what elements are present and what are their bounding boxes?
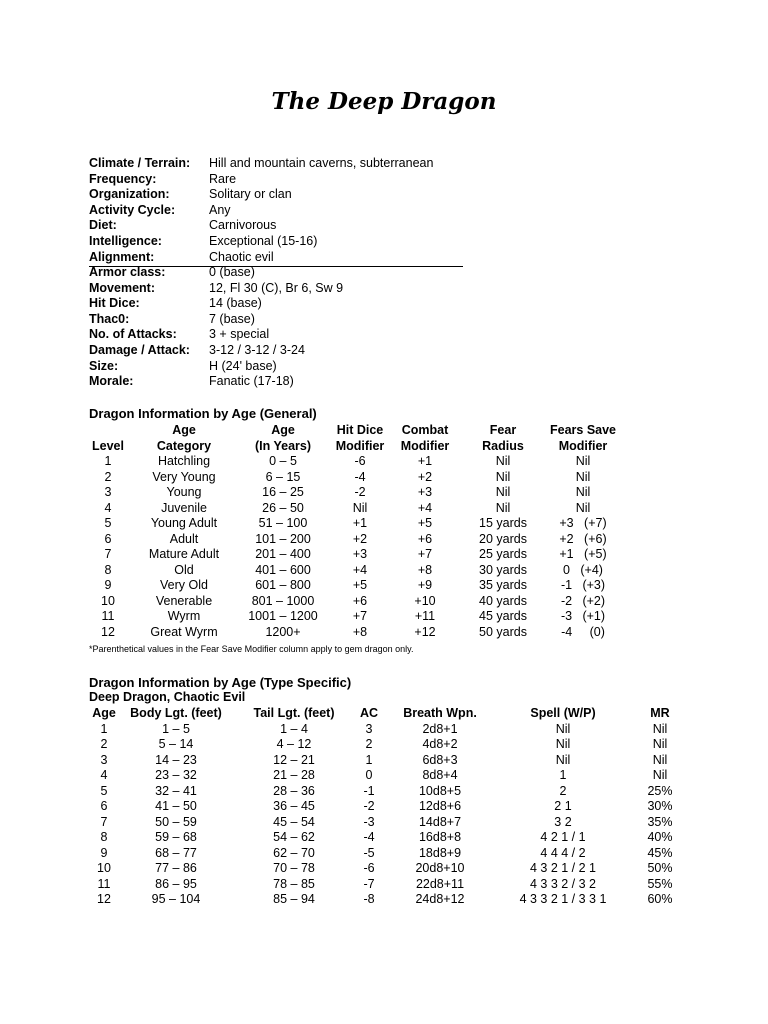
column-header: AC [359, 706, 379, 720]
table-cell: 40% [647, 830, 673, 844]
stat-row [89, 250, 463, 266]
stat-value: Chaotic evil [209, 249, 274, 264]
stat-label: Diet: [89, 218, 117, 233]
table-cell: 45 – 54 [273, 814, 315, 829]
column-header: Breath Wpn. [403, 706, 477, 720]
table-cell: 801 – 1000 [251, 593, 315, 608]
table-cell: 25 yards [479, 547, 527, 561]
stat-value: H (24' base) [209, 358, 277, 373]
table-cell: Nil [652, 737, 668, 751]
table-cell: -7 [363, 876, 375, 891]
stat-value: Solitary or clan [209, 187, 292, 202]
stat-row [89, 312, 463, 328]
table-cell: 15 yards [479, 516, 527, 530]
table-cell: 50% [647, 861, 673, 875]
table-cell: 18d8+9 [418, 845, 462, 860]
table-cell: 70 – 78 [273, 861, 315, 875]
column-header: Body Lgt. (feet) [130, 706, 222, 720]
table-cell: 30 yards [479, 562, 527, 577]
table-cell: 55% [647, 876, 673, 891]
table-cell: 1200+ [265, 624, 301, 639]
table-cell: 0 [365, 768, 373, 782]
stat-value: Carnivorous [209, 218, 277, 233]
table-cell: Nil [652, 752, 668, 767]
table-cell: Nil [652, 768, 668, 782]
table-cell: Nil [495, 485, 511, 499]
stat-value: 3-12 / 3-12 / 3-24 [209, 342, 305, 357]
general-table-heading: Dragon Information by Age (General) [89, 406, 317, 421]
stat-row [89, 218, 463, 234]
stat-value: 3 + special [209, 327, 270, 342]
table-cell: 62 – 70 [273, 845, 315, 860]
table-cell: 22d8+11 [415, 876, 465, 891]
table-cell: 4 2 1 / 1 [540, 830, 586, 844]
table-cell: 78 – 85 [273, 876, 315, 891]
table-cell: +3 [417, 485, 433, 499]
table-cell: 51 – 100 [258, 516, 308, 530]
column-header: (In Years) [254, 438, 312, 453]
column-header: Category [156, 438, 212, 453]
table-cell: 77 – 86 [155, 861, 197, 875]
column-header: Modifier [400, 438, 450, 453]
table-cell: +11 [414, 609, 436, 623]
table-cell: Very Young [152, 469, 216, 484]
column-header: Radius [482, 438, 524, 453]
table-cell: 5 – 14 [158, 737, 194, 751]
stat-block-combat [89, 265, 463, 390]
column-header: Combat [401, 423, 449, 437]
table-cell: 101 – 200 [255, 531, 311, 546]
table-cell: +9 [417, 578, 433, 592]
table-cell: 601 – 800 [255, 578, 311, 592]
table-cell: 25% [647, 783, 673, 798]
stat-block-ecology [89, 156, 463, 265]
table-cell: 14d8+7 [418, 814, 462, 829]
stat-label: Organization: [89, 187, 170, 202]
table-cell: -4 (0) [561, 624, 605, 639]
column-header: Age [92, 706, 116, 720]
table-cell: 8 [104, 562, 112, 577]
stat-row [89, 156, 463, 172]
table-cell: Hatchling [157, 454, 211, 468]
table-cell: 1 [559, 768, 567, 782]
table-cell: +1 (+5) [559, 547, 607, 561]
table-cell: +6 [417, 531, 433, 546]
table-cell: Young Adult [150, 516, 218, 530]
column-header: Age [172, 423, 196, 437]
stat-row [89, 343, 463, 359]
table-cell: 6 [104, 531, 112, 546]
table-cell: 0 (+4) [563, 562, 603, 577]
column-header: Tail Lgt. (feet) [253, 706, 335, 720]
stat-row [89, 281, 463, 297]
table-cell: 7 [100, 814, 108, 829]
table-cell: 35 yards [479, 578, 527, 592]
stat-value: Hill and mountain caverns, subterranean [209, 156, 434, 170]
stat-label: Size: [89, 358, 119, 373]
table-cell: 2 [365, 737, 373, 751]
table-cell: 4 4 4 / 2 [540, 845, 586, 860]
column-header: MR [650, 706, 670, 720]
table-cell: 40 yards [479, 593, 527, 608]
column-header: Modifier [335, 438, 385, 453]
table-cell: 12d8+6 [418, 799, 462, 813]
table-cell: Nil [555, 752, 571, 767]
table-cell: 4 [100, 768, 108, 782]
table-cell: 4 3 3 2 / 3 2 [529, 876, 597, 891]
column-header: Spell (W/P) [530, 706, 596, 720]
stat-value: Any [209, 202, 231, 217]
table-cell: +2 [417, 469, 433, 484]
footnote: *Parenthetical values in the Fear Save Modifier column apply to gem dragon only. [89, 644, 414, 654]
table-cell: 3 [365, 721, 373, 736]
table-cell: +4 [417, 500, 433, 515]
stat-label: Thac0: [89, 311, 130, 326]
table-cell: Wyrm [167, 609, 201, 623]
column-header: Age [271, 423, 295, 437]
column-header: Hit Dice [336, 423, 384, 437]
table-cell: +10 [414, 593, 436, 608]
table-cell: 5 [104, 516, 112, 530]
table-cell: 11 [101, 609, 115, 623]
table-cell: 2 [100, 737, 108, 751]
table-cell: Nil [495, 454, 511, 468]
table-cell: 4 3 2 1 / 2 1 [529, 861, 597, 875]
stat-label: Alignment: [89, 249, 155, 264]
stat-row [89, 296, 463, 312]
table-cell: -1 [363, 783, 375, 798]
table-cell: 45 yards [479, 609, 527, 623]
stat-label: Activity Cycle: [89, 202, 176, 217]
table-cell: 12 – 21 [273, 752, 315, 767]
table-cell: 9 [100, 845, 108, 860]
table-cell: Venerable [155, 593, 213, 608]
type-table-heading: Dragon Information by Age (Type Specific) [89, 675, 352, 690]
stat-label: Morale: [89, 374, 134, 389]
stat-label: Movement: [89, 280, 155, 295]
table-cell: 6d8+3 [422, 752, 458, 767]
stat-label: Climate / Terrain: [89, 156, 191, 170]
stat-row [89, 327, 463, 343]
page-title: The Deep Dragon [271, 88, 497, 115]
table-cell: +3 (+7) [559, 516, 607, 530]
table-cell: 41 – 50 [155, 799, 197, 813]
table-cell: +5 [417, 516, 433, 530]
table-cell: 2 1 [554, 799, 572, 813]
table-cell: 12 [101, 624, 115, 639]
stat-label: Hit Dice: [89, 296, 140, 311]
table-cell: Mature Adult [148, 547, 220, 561]
table-cell: -2 [363, 799, 375, 813]
table-cell: 3 [100, 752, 108, 767]
table-cell: 68 – 77 [155, 845, 197, 860]
table-cell: 0 – 5 [269, 454, 297, 468]
table-cell: 86 – 95 [155, 876, 197, 891]
table-cell: 50 yards [479, 624, 527, 639]
stat-label: Armor class: [89, 265, 166, 279]
table-cell: 401 – 600 [255, 562, 311, 577]
table-cell: 14 – 23 [155, 752, 197, 767]
table-cell: +1 [352, 516, 368, 530]
table-cell: +2 (+6) [559, 531, 607, 546]
table-cell: Nil [352, 500, 368, 515]
stat-label: Damage / Attack: [89, 342, 190, 357]
table-cell: 2d8+1 [422, 721, 458, 736]
table-cell: +7 [417, 547, 433, 561]
table-cell: 30% [647, 799, 673, 813]
table-cell: 23 – 32 [155, 768, 197, 782]
table-cell: Adult [169, 531, 199, 546]
stat-row [89, 172, 463, 188]
table-cell: 7 [104, 547, 112, 561]
table-cell: 85 – 94 [273, 892, 315, 906]
table-cell: -6 [354, 454, 366, 468]
table-cell: 6 [100, 799, 108, 813]
stat-label: Frequency: [89, 171, 157, 186]
column-header: Fears Save [549, 423, 617, 437]
table-cell: 1 – 4 [280, 721, 308, 736]
stat-value: Fanatic (17-18) [209, 374, 294, 389]
table-cell: 4 – 12 [276, 737, 312, 751]
stat-label: No. of Attacks: [89, 327, 177, 342]
stat-value: 12, Fl 30 (C), Br 6, Sw 9 [209, 280, 344, 295]
table-cell: -3 [363, 814, 375, 829]
table-cell: 95 – 104 [151, 892, 201, 906]
table-cell: 20 yards [479, 531, 527, 546]
table-cell: 45% [647, 845, 673, 860]
table-cell: Juvenile [161, 500, 207, 515]
column-header: Level [92, 438, 124, 453]
table-cell: 9 [104, 578, 112, 592]
table-cell: Nil [575, 500, 591, 515]
table-cell: -4 [354, 469, 366, 484]
table-cell: 5 [100, 783, 108, 798]
table-cell: 12 [97, 892, 111, 906]
table-cell: Nil [555, 737, 571, 751]
stat-row [89, 203, 463, 219]
table-cell: 28 – 36 [273, 783, 315, 798]
table-cell: +2 [352, 531, 368, 546]
table-cell: 59 – 68 [155, 830, 197, 844]
table-cell: -2 [354, 485, 366, 499]
table-cell: 8d8+4 [422, 768, 458, 782]
table-cell: 10 [97, 861, 111, 875]
table-cell: +4 [352, 562, 368, 577]
table-cell: 16 – 25 [262, 485, 304, 499]
table-cell: 20d8+10 [415, 861, 465, 875]
table-cell: Nil [575, 469, 591, 484]
table-cell: 21 – 28 [273, 768, 315, 782]
table-cell: +5 [352, 578, 368, 592]
table-cell: 32 – 41 [155, 783, 197, 798]
table-cell: 60% [647, 892, 673, 906]
table-cell: 1001 – 1200 [248, 609, 318, 623]
table-cell: 1 – 5 [162, 721, 190, 736]
table-cell: 16d8+8 [418, 830, 462, 844]
table-cell: 4 3 3 2 1 / 3 3 1 [519, 892, 607, 906]
table-cell: 2 [559, 783, 567, 798]
stat-value: Rare [209, 171, 237, 186]
table-cell: -3 (+1) [560, 609, 606, 623]
table-cell: 6 – 15 [265, 469, 301, 484]
table-cell: 26 – 50 [262, 500, 304, 515]
stat-row [89, 234, 463, 250]
table-cell: Nil [652, 721, 668, 736]
table-cell: +7 [352, 609, 368, 623]
table-cell: Nil [555, 721, 571, 736]
table-cell: +3 [352, 547, 368, 561]
table-cell: 50 – 59 [155, 814, 197, 829]
table-cell: 4 [104, 500, 112, 515]
table-cell: 54 – 62 [273, 830, 315, 844]
table-cell: Old [174, 562, 194, 577]
table-cell: 11 [97, 876, 111, 891]
stat-row [89, 359, 463, 375]
table-cell: 3 [104, 485, 112, 499]
table-cell: 4d8+2 [422, 737, 458, 751]
table-cell: Nil [495, 500, 511, 515]
table-cell: Great Wyrm [150, 624, 218, 639]
table-cell: -4 [363, 830, 375, 844]
column-header: Fear [489, 423, 517, 437]
stat-value: Exceptional (15-16) [209, 233, 318, 248]
table-cell: -2 (+2) [560, 593, 606, 608]
stat-row [89, 265, 463, 281]
stat-value: 7 (base) [209, 311, 255, 326]
table-cell: -8 [363, 892, 375, 906]
table-cell: -5 [363, 845, 375, 860]
stat-label: Intelligence: [89, 233, 162, 248]
table-cell: -6 [363, 861, 375, 875]
table-cell: 1 [104, 454, 112, 468]
table-cell: Very Old [160, 578, 208, 592]
table-cell: +1 [417, 454, 433, 468]
stat-value: 0 (base) [209, 265, 255, 279]
table-cell: 1 [365, 752, 373, 767]
table-cell: 1 [100, 721, 108, 736]
stat-value: 14 (base) [209, 296, 262, 311]
stat-row [89, 374, 463, 390]
table-cell: 10d8+5 [418, 783, 462, 798]
table-cell: 3 2 [554, 814, 572, 829]
table-cell: 2 [104, 469, 112, 484]
table-cell: 24d8+12 [415, 892, 465, 906]
table-cell: 10 [101, 593, 115, 608]
table-cell: Nil [575, 485, 591, 499]
table-cell: -1 (+3) [560, 578, 606, 592]
type-table-subheading: Deep Dragon, Chaotic Evil [89, 690, 246, 704]
table-cell: +6 [352, 593, 368, 608]
table-cell: Nil [575, 454, 591, 468]
table-cell: 35% [647, 814, 673, 829]
stat-row [89, 187, 463, 203]
table-cell: Nil [495, 469, 511, 484]
table-cell: +8 [417, 562, 433, 577]
table-cell: 8 [100, 830, 108, 844]
column-header: Modifier [558, 438, 608, 453]
table-cell: 201 – 400 [255, 547, 311, 561]
table-cell: Young [166, 485, 202, 499]
table-cell: +8 [352, 624, 368, 639]
table-cell: 36 – 45 [273, 799, 315, 813]
table-cell: +12 [414, 624, 436, 639]
